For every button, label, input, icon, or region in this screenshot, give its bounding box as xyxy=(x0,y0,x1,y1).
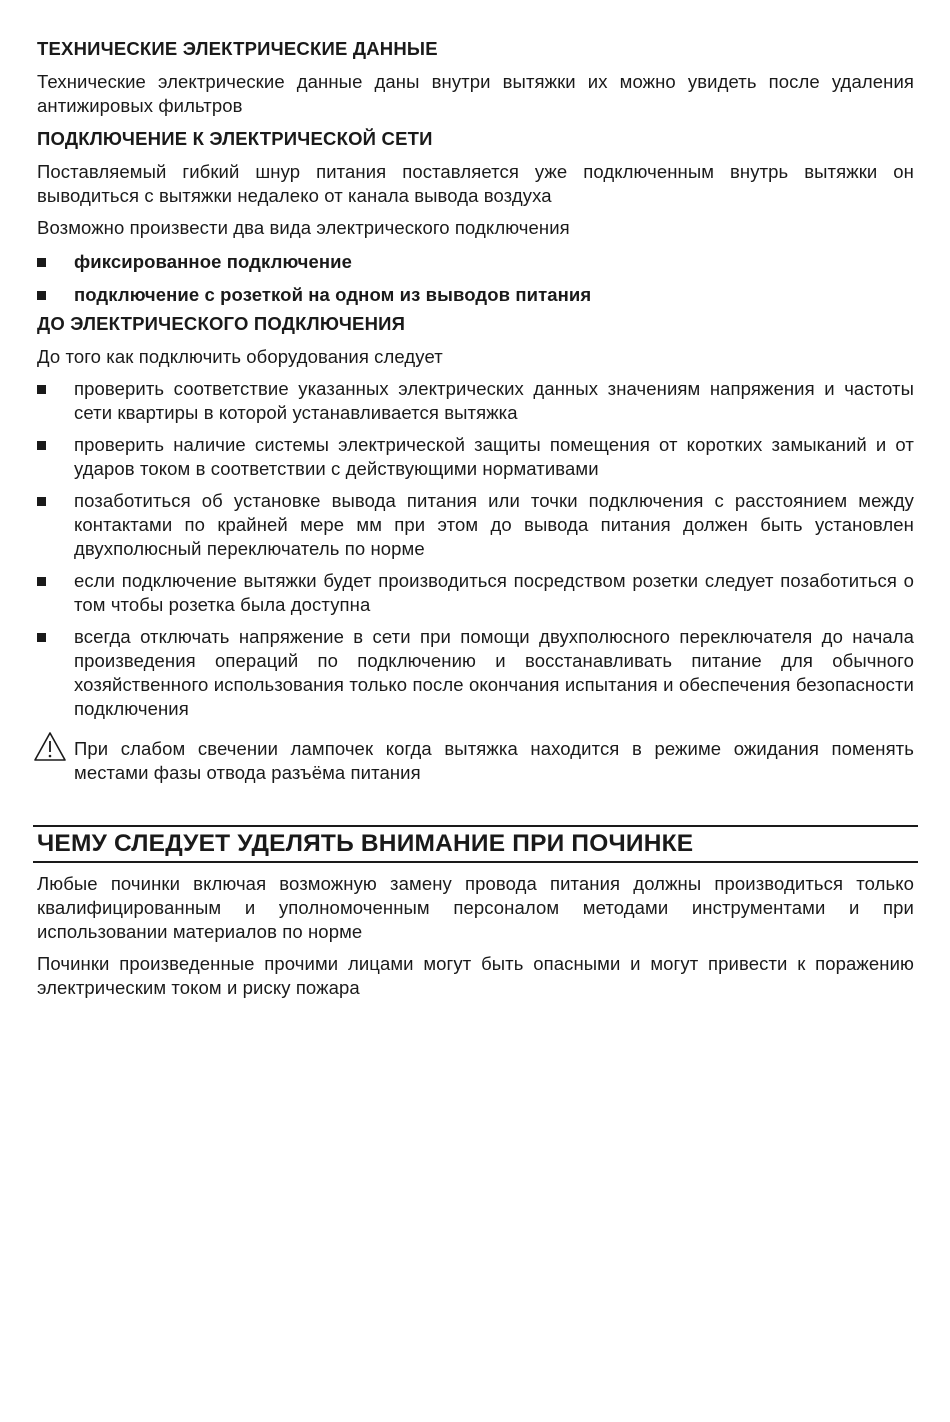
heading-technical-data: ТЕХНИЧЕСКИЕ ЭЛЕКТРИЧЕСКИЕ ДАННЫЕ xyxy=(37,38,438,59)
before-connection-list xyxy=(37,377,914,721)
paragraph-technical-data: Технические электрические данные даны внутри вытяжки их можно увидеть после удаления антижировых фильтров xyxy=(37,71,914,116)
list-item-text: позаботиться об установке вывода питания или точки подключения с расстоянием между контактами по крайней мере мм при этом до вывода питания должен быть установлен двухполюсный переключатель по норме xyxy=(74,490,914,559)
paragraph-repair-danger: Починки произведенные прочими лицами могут быть опасными и могут привести к поражению электрическим током и риску пожара xyxy=(37,953,914,998)
list-item xyxy=(37,625,914,721)
square-bullet-icon xyxy=(37,385,46,394)
paragraph-connection-types: Возможно произвести два вида электрического подключения xyxy=(37,217,570,238)
paragraph-cord: Поставляемый гибкий шнур питания поставляется уже подключенным внутрь вытяжки он выводиться с вытяжки недалеко от канала вывода воздуха xyxy=(37,161,914,206)
list-item xyxy=(37,489,914,561)
section-header-repair xyxy=(33,825,918,863)
section-title-repair: ЧЕМУ СЛЕДУЕТ УДЕЛЯТЬ ВНИМАНИЕ ПРИ ПОЧИНКЕ xyxy=(37,830,694,857)
paragraph-before-connection: До того как подключить оборудования следует xyxy=(37,346,443,367)
list-item xyxy=(37,433,914,481)
heading-before-connection: ДО ЭЛЕКТРИЧЕСКОГО ПОДКЛЮЧЕНИЯ xyxy=(37,313,406,334)
warning-text: При слабом свечении лампочек когда вытяжка находится в режиме ожидания поменять местами фазы отвода разъёма питания xyxy=(74,738,914,783)
list-item-text: фиксированное подключение xyxy=(74,251,353,272)
square-bullet-icon xyxy=(37,441,46,450)
connection-types-list xyxy=(37,250,914,307)
list-item-text: всегда отключать напряжение в сети при помощи двухполюсного переключателя до начала произведения операций по подключению и восстанавливать питание для обычного хозяйственного использования только после окончания испытания и обеспечения безопасности подключения xyxy=(74,626,914,719)
list-item-text: если подключение вытяжки будет производиться посредством розетки следует позаботиться о том чтобы розетка была доступна xyxy=(74,570,914,615)
paragraph-repair-qualified: Любые починки включая возможную замену провода питания должны производиться только квалифицированным и уполномоченным персоналом методами инструментами и при использовании материалов по норме xyxy=(37,873,914,942)
list-item xyxy=(37,569,914,617)
list-item-text: подключение с розеткой на одном из выводов питания xyxy=(74,284,592,305)
list-item xyxy=(37,250,914,274)
list-item xyxy=(37,377,914,425)
list-item-text: проверить наличие системы электрической защиты помещения от коротких замыканий и от ударов током в соответствии с действующими нормативами xyxy=(74,434,914,479)
list-item-text: проверить соответствие указанных электрических данных значениям напряжения и частоты сети квартиры в которой устанавливается вытяжка xyxy=(74,378,914,423)
square-bullet-icon xyxy=(37,258,46,267)
heading-connection: ПОДКЛЮЧЕНИЕ К ЭЛЕКТРИЧЕСКОЙ СЕТИ xyxy=(37,128,433,149)
warning-triangle-icon xyxy=(33,731,67,768)
square-bullet-icon xyxy=(37,497,46,506)
repair-section-body xyxy=(37,872,914,1008)
square-bullet-icon xyxy=(37,291,46,300)
square-bullet-icon xyxy=(37,633,46,642)
square-bullet-icon xyxy=(37,577,46,586)
list-item xyxy=(37,283,914,307)
warning-note xyxy=(37,737,914,785)
document-page xyxy=(37,38,914,785)
